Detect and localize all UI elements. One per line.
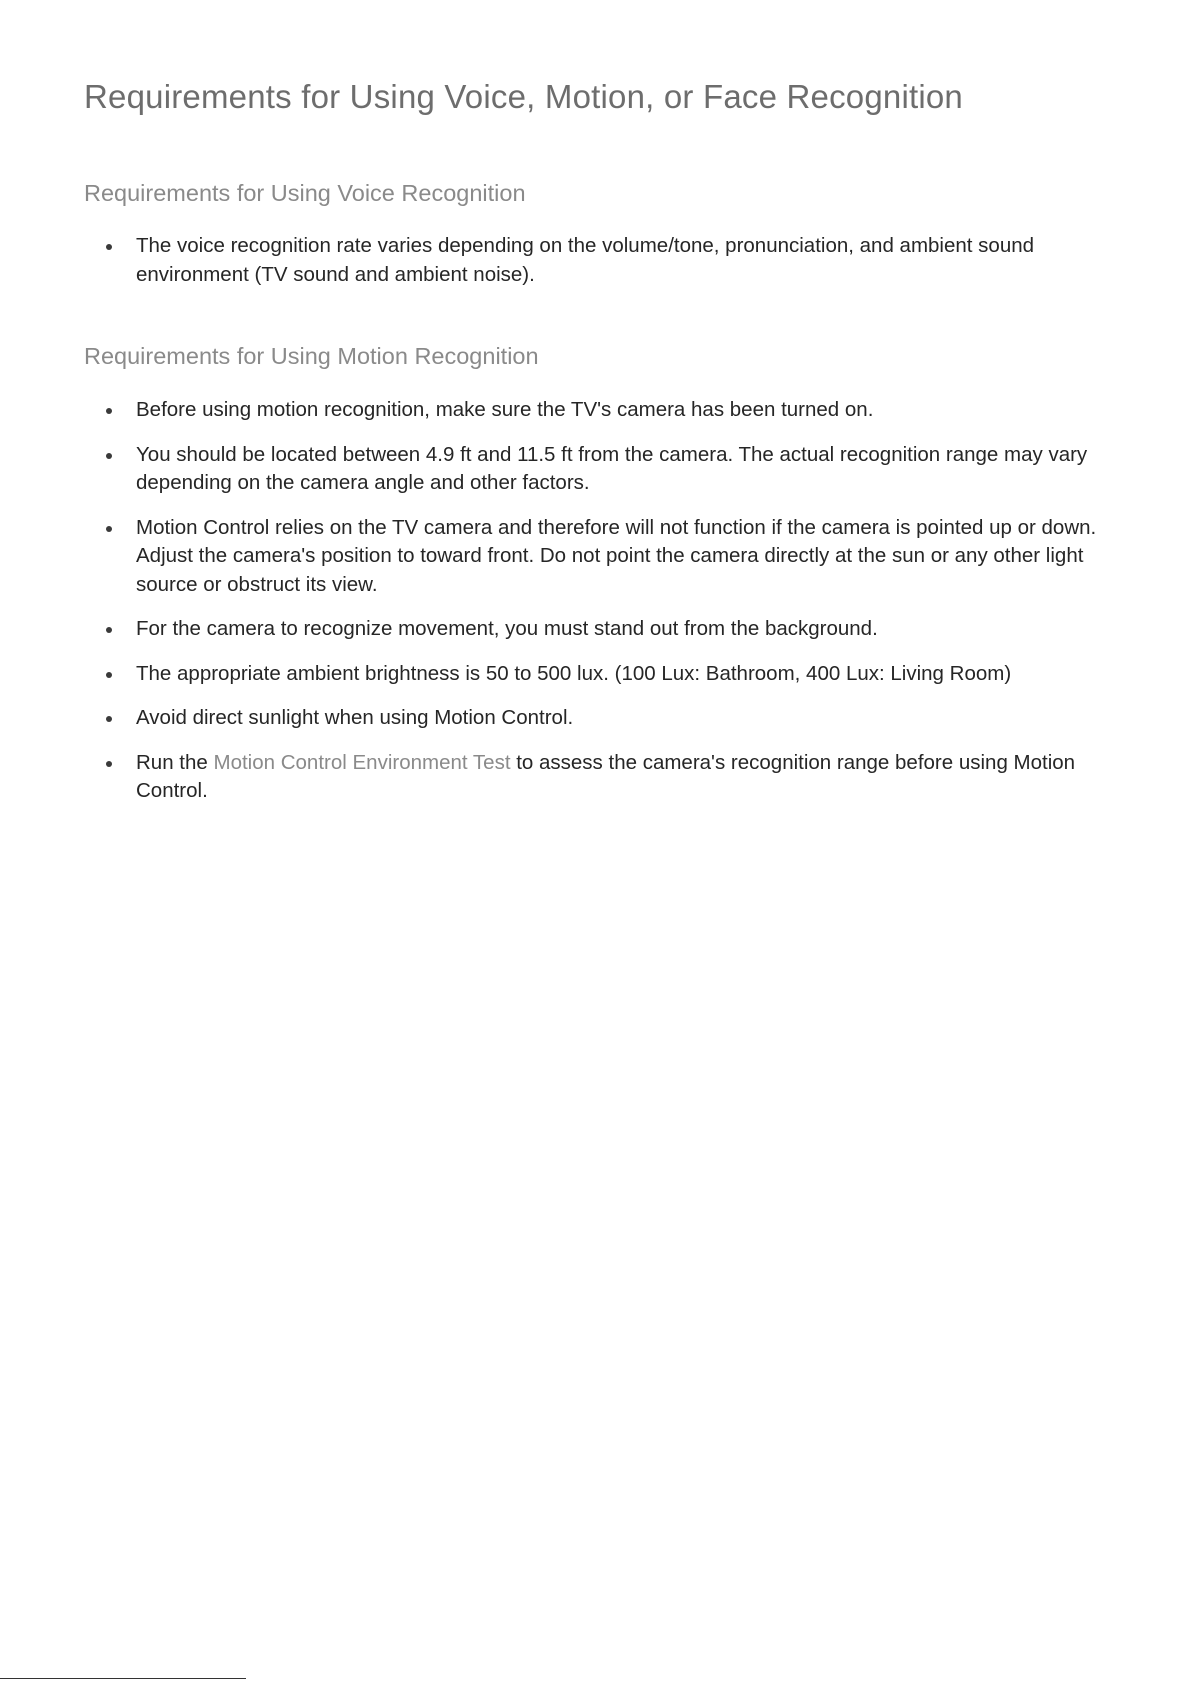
bullet-icon xyxy=(106,526,112,532)
list-item-text: For the camera to recognize movement, you must stand out from the background. xyxy=(136,617,878,640)
list-item xyxy=(0,441,1116,498)
page-title: Requirements for Using Voice, Motion, or Face Recognition xyxy=(84,78,963,115)
bullet-icon xyxy=(106,244,112,250)
list-item-text-after: to assess the camera's recognition range before using Motion Control. xyxy=(136,750,1076,802)
motion-control-environment-test-link[interactable]: Motion Control Environment Test xyxy=(213,750,511,774)
list-item xyxy=(0,514,1116,600)
bullet-icon xyxy=(106,761,112,767)
bullet-icon xyxy=(106,408,112,414)
list-item-text: You should be located between 4.9 ft and 11.5 ft from the camera. The actual recognition range may vary depending on the camera angle and other factors. xyxy=(136,442,1088,494)
list-item-text-before: Run the xyxy=(136,750,214,774)
list-item-text: Avoid direct sunlight when using Motion Control. xyxy=(136,706,574,729)
list-item-text: Before using motion recognition, make sure the TV's camera has been turned on. xyxy=(136,398,874,421)
section-heading-voice-recognition: Requirements for Using Voice Recognition xyxy=(84,180,526,206)
list-item xyxy=(0,660,1116,689)
list-item xyxy=(0,396,1116,425)
list-item xyxy=(0,615,1116,644)
list-item xyxy=(0,232,1116,289)
bullet-icon xyxy=(106,453,112,459)
bullet-icon xyxy=(106,672,112,678)
list-item-text: The appropriate ambient brightness is 50 to 500 lux. (100 Lux: Bathroom, 400 Lux: Living Room) xyxy=(136,661,1012,685)
section-heading-motion-recognition: Requirements for Using Motion Recognition xyxy=(84,343,539,369)
list-item xyxy=(0,704,1116,733)
footnote-divider xyxy=(0,1678,246,1679)
list-item-text: Motion Control relies on the TV camera and therefore will not function if the camera is pointed up or down. Adjust the camera's position to toward front. Do not point the camera directly at the sun or any other light source or obstruct its view. xyxy=(136,515,1097,596)
voice-requirements-list xyxy=(0,232,1191,289)
bullet-icon xyxy=(106,627,112,633)
list-item-text: The voice recognition rate varies depending on the volume/tone, pronunciation, and ambient sound environment (TV sound and ambient noise). xyxy=(136,234,1035,286)
list-item xyxy=(0,749,1116,806)
motion-requirements-list xyxy=(0,396,1191,806)
bullet-icon xyxy=(106,716,112,722)
